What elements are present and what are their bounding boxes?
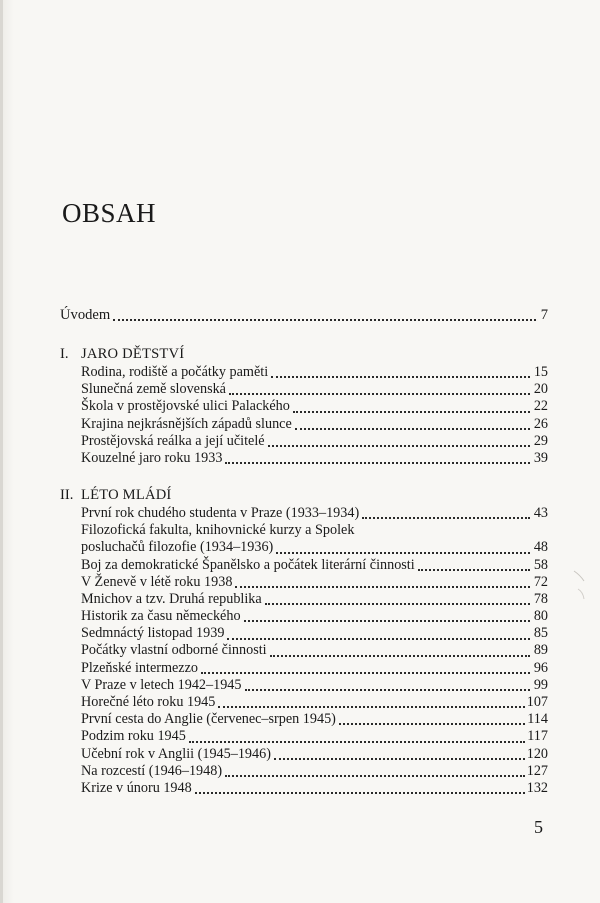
toc-entry-title: Historik za času německého	[81, 608, 241, 625]
toc-entry-title: Škola v prostějovské ulici Palackého	[81, 398, 290, 415]
toc-entry-title: posluchačů filozofie (1934–1936)	[81, 539, 274, 556]
dot-leader	[362, 511, 530, 519]
toc-entry	[81, 660, 548, 677]
toc-entry-title: Boj za demokratické Španělsko a počátek literární činnosti	[81, 556, 415, 573]
toc-entry-page: 29	[533, 432, 548, 449]
toc-entry	[81, 677, 548, 694]
dot-leader	[295, 422, 530, 430]
toc-entry	[81, 539, 548, 556]
dot-leader	[218, 700, 524, 708]
toc-entry-title: Na rozcestí (1946–1948)	[81, 762, 223, 779]
dot-leader	[201, 666, 530, 674]
toc-entry	[81, 381, 548, 398]
section-entries	[81, 364, 548, 467]
toc-entry-page: 80	[533, 608, 548, 625]
toc-entry-page: 120	[526, 745, 548, 762]
toc-entry-title: Krize v únoru 1948	[81, 779, 192, 796]
toc-entry	[81, 746, 548, 763]
dot-leader	[339, 717, 525, 725]
dot-leader	[244, 614, 530, 622]
toc-entry-intro	[60, 307, 548, 324]
toc-entry-page: 15	[533, 363, 548, 380]
section-title: JARO DĚTSTVÍ	[81, 345, 185, 362]
toc-entry-page: 43	[533, 504, 548, 521]
toc-entry-title: V Praze v letech 1942–1945	[81, 676, 242, 693]
dot-leader	[268, 439, 530, 447]
toc-entry	[81, 591, 548, 608]
toc-entry-title: Rodina, rodiště a počátky paměti	[81, 363, 269, 380]
dot-leader	[225, 769, 525, 777]
toc-entry-title: Plzeňské intermezzo	[81, 659, 198, 676]
toc-entry-title: Sedmnáctý listopad 1939	[81, 625, 225, 642]
toc-entry-title: Krajina nejkrásnějších západů slunce	[81, 415, 292, 432]
toc-entry	[81, 433, 548, 450]
toc-entry	[81, 694, 548, 711]
toc-entry-page: 107	[526, 694, 548, 711]
dot-leader	[274, 752, 525, 760]
dot-leader	[113, 313, 536, 321]
toc-entry	[81, 763, 548, 780]
dot-leader	[195, 786, 525, 794]
page-edge	[0, 0, 3, 903]
toc-entry	[81, 643, 548, 660]
toc-entry	[81, 608, 548, 625]
dot-leader	[418, 563, 530, 571]
toc-entry-page: 20	[533, 381, 548, 398]
toc-entry-page: 85	[533, 625, 548, 642]
dot-leader	[271, 370, 530, 378]
toc-entry-page: 22	[533, 398, 548, 415]
section-number: I.	[60, 345, 69, 362]
toc-entry-title: Horečné léto roku 1945	[81, 694, 216, 711]
toc-entry	[81, 416, 548, 433]
toc-entry-title: Podzim roku 1945	[81, 728, 186, 745]
dot-leader	[227, 632, 530, 640]
dot-leader	[293, 405, 530, 413]
toc-entry-page: 7	[540, 306, 548, 323]
toc-entry	[81, 522, 548, 539]
section-entries	[81, 505, 548, 797]
toc-entry-title: Kouzelné jaro roku 1933	[81, 449, 223, 466]
section-heading	[60, 344, 548, 364]
toc-entry	[81, 574, 548, 591]
toc-entry-page: 89	[533, 642, 548, 659]
dot-leader	[245, 683, 531, 691]
toc-entry-title: Filozofická fakulta, knihovnické kurzy a Spolek	[81, 522, 355, 539]
toc-entry-page: 78	[533, 590, 548, 607]
section-heading	[60, 485, 548, 505]
dot-leader	[235, 580, 530, 588]
toc-entry-page: 114	[527, 711, 548, 728]
toc-entry	[81, 450, 548, 467]
toc-entry-page: 127	[526, 762, 548, 779]
toc-entry-title: Úvodem	[60, 306, 111, 323]
toc-entry	[81, 625, 548, 642]
toc-entry	[81, 364, 548, 381]
section-title: LÉTO MLÁDÍ	[81, 486, 172, 503]
toc-entry-page: 132	[526, 779, 548, 796]
toc-entry-title: První rok chudého studenta v Praze (1933–1934)	[81, 504, 360, 521]
toc-entry	[81, 557, 548, 574]
toc-entry-page: 96	[533, 659, 548, 676]
toc-entry	[81, 780, 548, 797]
toc-entry	[81, 728, 548, 745]
toc-entry	[81, 711, 548, 728]
toc-entry-page: 99	[533, 676, 548, 693]
dot-leader	[189, 735, 525, 743]
contents-title: OBSAH	[62, 198, 157, 228]
toc-entry-title: Slunečná země slovenská	[81, 381, 226, 398]
dot-leader	[265, 597, 530, 605]
toc-entry-page: 26	[533, 415, 548, 432]
toc-entry-title: Mnichov a tzv. Druhá republika	[81, 590, 262, 607]
toc-entry-page: 117	[527, 728, 548, 745]
toc-section-2	[60, 485, 548, 797]
toc-entry-title: První cesta do Anglie (červenec–srpen 1945)	[81, 711, 336, 728]
toc-entry-title: Počátky vlastní odborné činnosti	[81, 642, 267, 659]
toc-entry-title: Prostějovská reálka a její učitelé	[81, 432, 265, 449]
toc-entry-page: 58	[533, 556, 548, 573]
toc-entry-page: 48	[533, 539, 548, 556]
dot-leader	[229, 387, 530, 395]
toc-section-1	[60, 344, 548, 467]
toc-entry	[81, 398, 548, 415]
toc-entry-page: 72	[533, 573, 548, 590]
toc-entry-page: 39	[533, 449, 548, 466]
dot-leader	[225, 456, 530, 464]
page-number: 5	[534, 817, 543, 837]
dot-leader	[270, 649, 530, 657]
toc-entry	[81, 505, 548, 522]
toc-intro	[60, 307, 548, 324]
scan-speck-marks	[570, 565, 592, 605]
toc-entry-title: V Ženevě v létě roku 1938	[81, 573, 233, 590]
dot-leader	[276, 546, 530, 554]
section-number: II.	[60, 486, 74, 503]
toc-entry-title: Učební rok v Anglii (1945–1946)	[81, 745, 271, 762]
